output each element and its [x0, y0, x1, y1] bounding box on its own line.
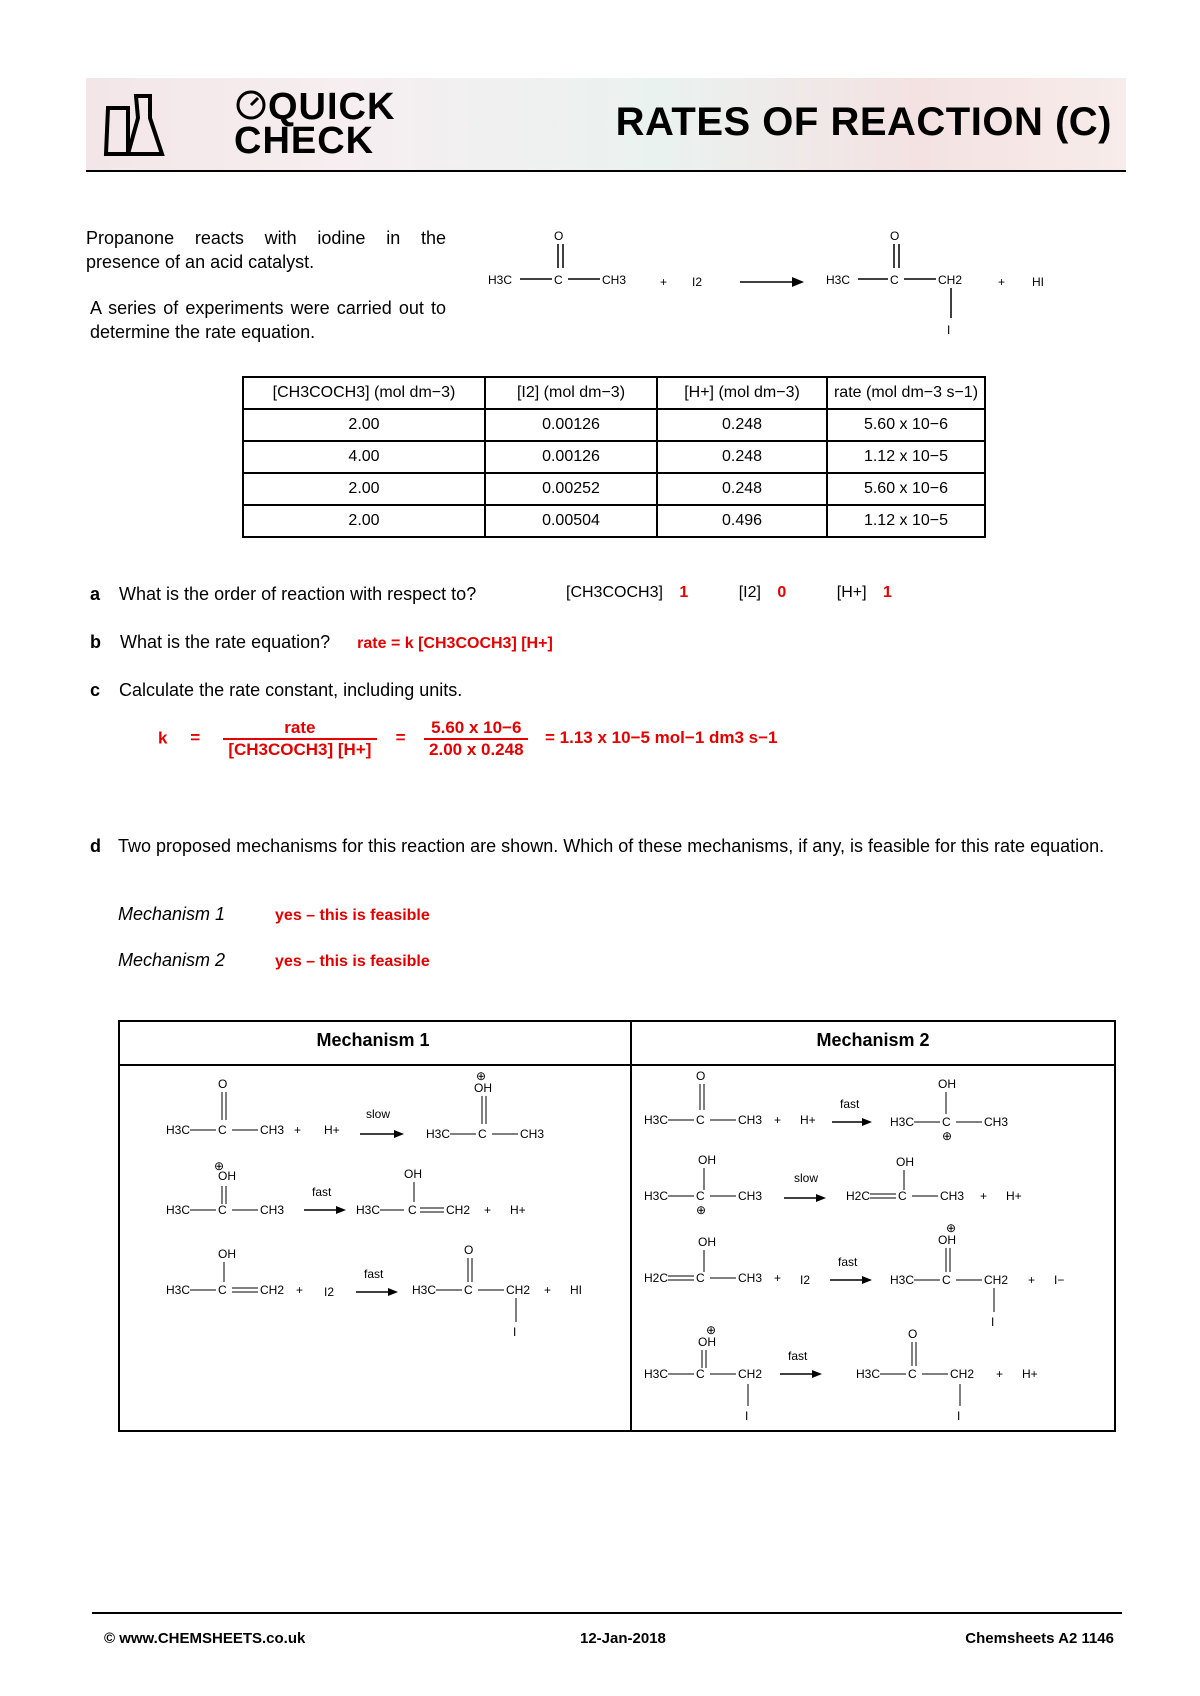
svg-text:OH: OH — [218, 1169, 236, 1183]
equals-sign: = — [395, 728, 406, 748]
svg-text:H3C: H3C — [166, 1123, 191, 1137]
svg-text:⊕: ⊕ — [946, 1221, 957, 1235]
fraction-1-numerator: rate — [223, 718, 377, 740]
table-row — [243, 473, 985, 505]
svg-text:H2C: H2C — [644, 1271, 669, 1285]
svg-text:⊕: ⊕ — [476, 1069, 487, 1083]
svg-text:H+: H+ — [1022, 1367, 1038, 1381]
arrow-icon — [388, 1288, 398, 1296]
arrow-icon — [812, 1370, 822, 1378]
svg-text:H3C: H3C — [166, 1283, 191, 1297]
svg-text:H3C: H3C — [644, 1113, 669, 1127]
species-propanone: [CH3COCH3] — [566, 584, 663, 601]
eq-plus-2: + — [998, 275, 1006, 289]
fraction-2 — [424, 718, 528, 760]
svg-text:C: C — [696, 1367, 705, 1381]
svg-text:OH: OH — [698, 1235, 716, 1249]
svg-text:OH: OH — [938, 1077, 956, 1091]
eq-c-1: C — [554, 273, 563, 287]
eq-i: I — [947, 323, 951, 337]
svg-text:fast: fast — [364, 1267, 384, 1281]
mechanism-1-diagram — [124, 1068, 624, 1428]
svg-text:fast: fast — [838, 1255, 858, 1269]
footer-date: 12-Jan-2018 — [580, 1630, 666, 1647]
svg-text:I−: I− — [1054, 1273, 1065, 1287]
equals-sign: = — [190, 728, 201, 748]
order-hplus: 1 — [883, 584, 892, 601]
svg-text:H+: H+ — [800, 1113, 816, 1127]
mechanism-divider — [630, 1020, 632, 1432]
svg-text:CH2: CH2 — [260, 1283, 285, 1297]
svg-text:+: + — [544, 1283, 552, 1297]
svg-text:CH3: CH3 — [984, 1115, 1009, 1129]
svg-text:C: C — [696, 1113, 705, 1127]
eq-i2: I2 — [692, 275, 703, 289]
svg-text:CH2: CH2 — [738, 1367, 763, 1381]
svg-text:CH3: CH3 — [738, 1271, 763, 1285]
question-a — [90, 584, 476, 605]
order-propanone: 1 — [679, 584, 689, 601]
eq-h3c-2: H3C — [826, 273, 851, 287]
mechanism-1-label: Mechanism 1 — [118, 904, 226, 924]
table-cell: 2.00 — [243, 409, 485, 441]
svg-text:H3C: H3C — [412, 1283, 437, 1297]
table-cell: 0.00126 — [485, 409, 657, 441]
svg-text:C: C — [696, 1189, 705, 1203]
order-iodine: 0 — [777, 584, 787, 601]
table-header-cell: [I2] (mol dm−3) — [485, 377, 657, 409]
svg-text:H3C: H3C — [356, 1203, 381, 1217]
svg-text:H+: H+ — [324, 1123, 340, 1137]
question-b — [90, 632, 553, 653]
svg-text:+: + — [294, 1123, 302, 1137]
table-cell: 2.00 — [243, 505, 485, 537]
svg-text:I: I — [991, 1315, 995, 1329]
fraction-1-denominator: [CH3COCH3] [H+] — [228, 740, 372, 759]
table-cell: 5.60 x 10−6 — [827, 473, 985, 505]
arrow-icon — [336, 1206, 346, 1214]
eq-plus-1: + — [660, 275, 668, 289]
svg-text:CH2: CH2 — [984, 1273, 1009, 1287]
mechanism-2-title: Mechanism 2 — [816, 1030, 930, 1050]
svg-text:I2: I2 — [324, 1285, 335, 1299]
experiment-table — [242, 376, 986, 538]
species-hplus: [H+] — [836, 584, 867, 601]
svg-text:H3C: H3C — [426, 1127, 451, 1141]
question-letter: a — [90, 584, 101, 604]
question-text: What is the order of reaction with respect to? — [119, 584, 477, 604]
svg-text:CH3: CH3 — [260, 1123, 285, 1137]
table-cell: 0.248 — [657, 473, 827, 505]
svg-text:OH: OH — [404, 1167, 422, 1181]
svg-text:OH: OH — [896, 1155, 914, 1169]
svg-text:fast: fast — [840, 1097, 860, 1111]
svg-text:CH3: CH3 — [940, 1189, 965, 1203]
quick-check-logo: QUICK CHECK — [234, 86, 396, 162]
fraction-2-denominator: 2.00 x 0.248 — [429, 740, 524, 759]
footer-sheet-id: Chemsheets A2 1146 — [965, 1630, 1114, 1647]
svg-text:+: + — [774, 1113, 782, 1127]
svg-text:O: O — [696, 1069, 706, 1083]
arrow-icon — [816, 1194, 826, 1202]
svg-text:⊕: ⊕ — [696, 1203, 707, 1217]
svg-text:H3C: H3C — [166, 1203, 191, 1217]
svg-text:C: C — [408, 1203, 417, 1217]
mechanism-1-title: Mechanism 1 — [316, 1030, 430, 1050]
rate-equation-answer: rate = k [CH3COCH3] [H+] — [357, 635, 553, 652]
svg-text:+: + — [1028, 1273, 1036, 1287]
svg-text:O: O — [908, 1327, 918, 1341]
svg-text:HI: HI — [570, 1283, 582, 1297]
intro-paragraph-1: Propanone reacts with iodine in the presence of an acid catalyst. — [86, 228, 446, 272]
eq-h3c-1: H3C — [488, 273, 513, 287]
footer-website: © www.CHEMSHEETS.co.uk — [104, 1630, 306, 1647]
table-cell: 4.00 — [243, 441, 485, 473]
svg-text:C: C — [696, 1271, 705, 1285]
svg-text:OH: OH — [474, 1081, 492, 1095]
question-letter: b — [90, 632, 101, 652]
table-row — [243, 409, 985, 441]
rate-constant-result: = 1.13 x 10−5 mol−1 dm3 s−1 — [545, 728, 778, 748]
rate-constant-calculation — [158, 718, 778, 760]
table-header-cell: [CH3COCH3] (mol dm−3) — [243, 377, 485, 409]
question-text: Calculate the rate constant, including units. — [119, 680, 463, 700]
question-text: Two proposed mechanisms for this reaction are shown. Which of these mechanisms, if any, is feasible for this rate equation. — [118, 836, 1105, 856]
svg-text:OH: OH — [938, 1233, 956, 1247]
svg-text:slow: slow — [794, 1171, 819, 1185]
svg-text:+: + — [774, 1271, 782, 1285]
table-cell: 0.248 — [657, 409, 827, 441]
svg-text:H+: H+ — [1006, 1189, 1022, 1203]
svg-text:CH3: CH3 — [260, 1203, 285, 1217]
svg-text:OH: OH — [698, 1335, 716, 1349]
table-header-cell: rate (mol dm−3 s−1) — [827, 377, 985, 409]
svg-text:H3C: H3C — [644, 1189, 669, 1203]
question-text: What is the rate equation? — [120, 632, 331, 652]
svg-text:C: C — [218, 1283, 227, 1297]
svg-text:H3C: H3C — [890, 1273, 915, 1287]
table-cell: 0.496 — [657, 505, 827, 537]
table-row — [243, 505, 985, 537]
eq-ch3-1: CH3 — [602, 273, 627, 287]
fraction-1 — [223, 718, 377, 760]
arrow-icon — [862, 1276, 872, 1284]
svg-text:O: O — [218, 1077, 228, 1091]
svg-text:C: C — [218, 1123, 227, 1137]
table-cell: 0.00504 — [485, 505, 657, 537]
svg-text:⊕: ⊕ — [214, 1159, 225, 1173]
svg-text:O: O — [464, 1243, 474, 1257]
question-letter: c — [90, 680, 101, 700]
svg-text:CH3: CH3 — [520, 1127, 545, 1141]
lab-glassware-icon — [98, 88, 168, 162]
svg-text:H3C: H3C — [644, 1367, 669, 1381]
eq-o-1: O — [554, 229, 564, 243]
question-a-answers — [566, 584, 892, 602]
svg-text:H3C: H3C — [856, 1367, 881, 1381]
svg-text:I2: I2 — [800, 1273, 811, 1287]
svg-text:C: C — [464, 1283, 473, 1297]
mechanism-1-verdict — [118, 904, 430, 925]
mechanism-2-answer: yes – this is feasible — [275, 953, 430, 970]
svg-text:OH: OH — [698, 1153, 716, 1167]
svg-text:I: I — [513, 1325, 517, 1339]
svg-text:⊕: ⊕ — [942, 1129, 953, 1143]
eq-c-2: C — [890, 273, 899, 287]
svg-text:I: I — [745, 1409, 749, 1423]
table-header-cell: [H+] (mol dm−3) — [657, 377, 827, 409]
svg-text:+: + — [980, 1189, 988, 1203]
reaction-arrow-icon — [792, 277, 804, 287]
svg-text:OH: OH — [218, 1247, 236, 1261]
arrow-icon — [394, 1130, 404, 1138]
k-symbol: k — [158, 728, 168, 748]
eq-ch2: CH2 — [938, 273, 963, 287]
svg-text:C: C — [942, 1115, 951, 1129]
svg-text:fast: fast — [788, 1349, 808, 1363]
svg-text:C: C — [908, 1367, 917, 1381]
mechanism-2-label: Mechanism 2 — [118, 950, 226, 970]
eq-o-2: O — [890, 229, 900, 243]
arrow-icon — [862, 1118, 872, 1126]
table-cell: 1.12 x 10−5 — [827, 441, 985, 473]
mechanism-2-verdict — [118, 950, 430, 971]
svg-text:C: C — [478, 1127, 487, 1141]
svg-text:C: C — [898, 1189, 907, 1203]
table-cell: 0.248 — [657, 441, 827, 473]
svg-text:+: + — [484, 1203, 492, 1217]
footer-line — [92, 1612, 1122, 1614]
fraction-2-numerator: 5.60 x 10−6 — [424, 718, 528, 740]
question-c — [90, 680, 462, 701]
svg-text:C: C — [218, 1203, 227, 1217]
mechanism-2-diagram — [634, 1068, 1114, 1428]
species-iodine: [I2] — [738, 584, 761, 601]
svg-text:H3C: H3C — [890, 1115, 915, 1129]
svg-text:+: + — [996, 1367, 1004, 1381]
svg-text:CH2: CH2 — [506, 1283, 531, 1297]
table-cell: 0.00252 — [485, 473, 657, 505]
svg-text:⊕: ⊕ — [706, 1323, 717, 1337]
header-banner — [86, 78, 1126, 172]
eq-hi: HI — [1032, 275, 1044, 289]
svg-text:C: C — [942, 1273, 951, 1287]
mechanism-1-answer: yes – this is feasible — [275, 907, 430, 924]
svg-text:CH3: CH3 — [738, 1113, 763, 1127]
mechanism-header-line — [118, 1064, 1116, 1066]
svg-text:CH2: CH2 — [950, 1367, 975, 1381]
svg-text:fast: fast — [312, 1185, 332, 1199]
table-row — [243, 441, 985, 473]
reaction-equation — [486, 222, 1066, 342]
question-letter: d — [90, 836, 101, 856]
svg-text:I: I — [957, 1409, 961, 1423]
intro-paragraph-2: A series of experiments were carried out to determine the rate equation. — [90, 298, 446, 342]
svg-text:H+: H+ — [510, 1203, 526, 1217]
table-cell: 5.60 x 10−6 — [827, 409, 985, 441]
svg-text:CH3: CH3 — [738, 1189, 763, 1203]
table-cell: 1.12 x 10−5 — [827, 505, 985, 537]
question-d — [90, 834, 1126, 858]
svg-text:slow: slow — [366, 1107, 391, 1121]
page-title: RATES OF REACTION (C) — [615, 100, 1112, 144]
table-cell: 2.00 — [243, 473, 485, 505]
svg-text:H2C: H2C — [846, 1189, 871, 1203]
svg-text:+: + — [296, 1283, 304, 1297]
table-cell: 0.00126 — [485, 441, 657, 473]
svg-text:CH2: CH2 — [446, 1203, 471, 1217]
table-header-row — [243, 377, 985, 409]
